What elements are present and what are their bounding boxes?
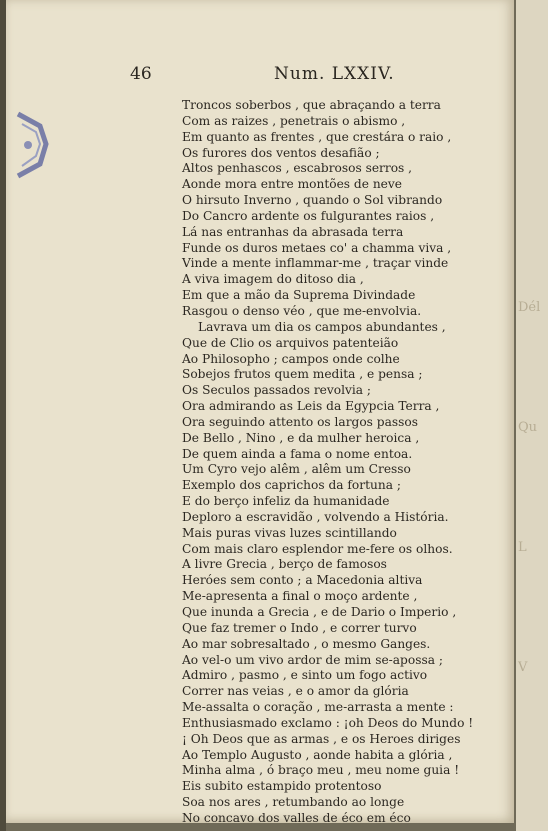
poem-line: Que de Clio os arquivos patenteião xyxy=(182,335,399,350)
poem-line: Em que a mão da Suprema Divindade xyxy=(182,288,416,303)
poem-line: Eis subito estampido protentoso xyxy=(182,779,382,794)
poem-line: Me-assalta o coração , me-arrasta a mente : xyxy=(182,700,454,715)
poem-line: Vinde a mente inflammar-me , traçar vinde xyxy=(182,256,449,271)
poem-text xyxy=(182,98,474,827)
page-header xyxy=(6,64,514,88)
poem-line: De quem ainda a fama o nome entoa. xyxy=(182,446,413,461)
poem-line: Ao vel-o um vivo ardor de mim se-apossa ; xyxy=(182,652,443,667)
poem-line: Mais puras vivas luzes scintillando xyxy=(182,525,397,540)
poem-line: Ora seguindo attento os largos passos xyxy=(182,414,418,429)
book-page xyxy=(6,0,514,823)
poem-line: Ao Templo Augusto , aonde habita a glória , xyxy=(182,747,453,762)
poem-line: Do Cancro ardente os fulgurantes raios , xyxy=(182,208,435,223)
poem-line: ¡ Oh Deos que as armas , e os Heroes diriges xyxy=(182,731,461,746)
poem-line: Ao mar sobresaltado , o mesmo Ganges. xyxy=(182,636,431,651)
poem-line: Com as raizes , penetrais o abismo , xyxy=(182,113,406,128)
poem-line: E do berço infeliz da humanidade xyxy=(182,494,390,509)
poem-line: Minha alma , ó braço meu , meu nome guia ! xyxy=(182,763,460,778)
adjacent-page-edge xyxy=(516,0,548,831)
poem-line: O hirsuto Inverno , quando o Sol vibrando xyxy=(182,193,443,208)
poem-line: Em quanto as frentes , que crestára o raio , xyxy=(182,129,452,144)
poem-line: Rasgou o denso véo , que me-envolvia. xyxy=(182,303,422,318)
show-through-text: Dél xyxy=(518,300,541,315)
poem-line: Ora admirando as Leis da Egypcia Terra , xyxy=(182,399,440,414)
poem-line: Sobejos frutos quem medita , e pensa ; xyxy=(182,367,423,382)
running-title: Num. LXXIV. xyxy=(274,64,395,84)
page-number: 46 xyxy=(130,64,152,84)
poem-line: Funde os duros metaes co' a chamma viva , xyxy=(182,240,452,255)
poem-line: Lá nas entranhas da abrasada terra xyxy=(182,224,404,239)
poem-line: Com mais claro esplendor me-fere os olhos. xyxy=(182,541,453,556)
show-through-text: V xyxy=(518,660,528,675)
poem-line: Exemplo dos caprichos da fortuna ; xyxy=(182,478,401,493)
poem-line: Que faz tremer o Indo , e correr turvo xyxy=(182,620,417,635)
poem-line: Ao Philosopho ; campos onde colhe xyxy=(182,351,400,366)
poem-line: De Bello , Nino , e da mulher heroica , xyxy=(182,430,420,445)
poem-line: Lavrava um dia os campos abundantes , xyxy=(198,319,446,334)
poem-line: Que inunda a Grecia , e de Dario o Imperio , xyxy=(182,605,457,619)
show-through-text: L xyxy=(518,540,527,555)
poem-line: Soa nos ares , retumbando ao longe xyxy=(182,795,405,810)
poem-line: No concavo dos valles de éco em éco xyxy=(182,810,411,825)
poem-line: A livre Grecia , berço de famosos xyxy=(182,557,387,572)
poem-line: Deploro a escravidão , volvendo a História. xyxy=(182,509,449,524)
poem-line: A viva imagem do ditoso dia , xyxy=(182,272,364,287)
poem-line: Enthusiasmado exclamo : ¡oh Deos do Mundo ! xyxy=(182,715,474,730)
poem-line: Correr nas veias , e o amor da glória xyxy=(182,684,409,699)
poem-line: Aonde mora entre montões de neve xyxy=(182,177,402,192)
poem-line: Me-apresenta a final o moço ardente , xyxy=(182,589,418,604)
poem-line: Heróes sem conto ; a Macedonia altiva xyxy=(182,573,423,588)
poem-line: Um Cyro vejo alêm , alêm um Cresso xyxy=(182,462,411,477)
poem-line: Admiro , pasmo , e sinto um fogo activo xyxy=(182,668,428,683)
show-through-text: Qu xyxy=(518,420,538,435)
poem-line: Troncos soberbos , que abraçando a terra xyxy=(182,98,441,112)
library-stamp-icon xyxy=(14,108,50,182)
poem-line: Os Seculos passados revolvia ; xyxy=(182,383,372,398)
poem-line: Altos penhascos , escabrosos serros , xyxy=(182,161,413,176)
poem-line: Os furores dos ventos desafião ; xyxy=(182,145,380,160)
